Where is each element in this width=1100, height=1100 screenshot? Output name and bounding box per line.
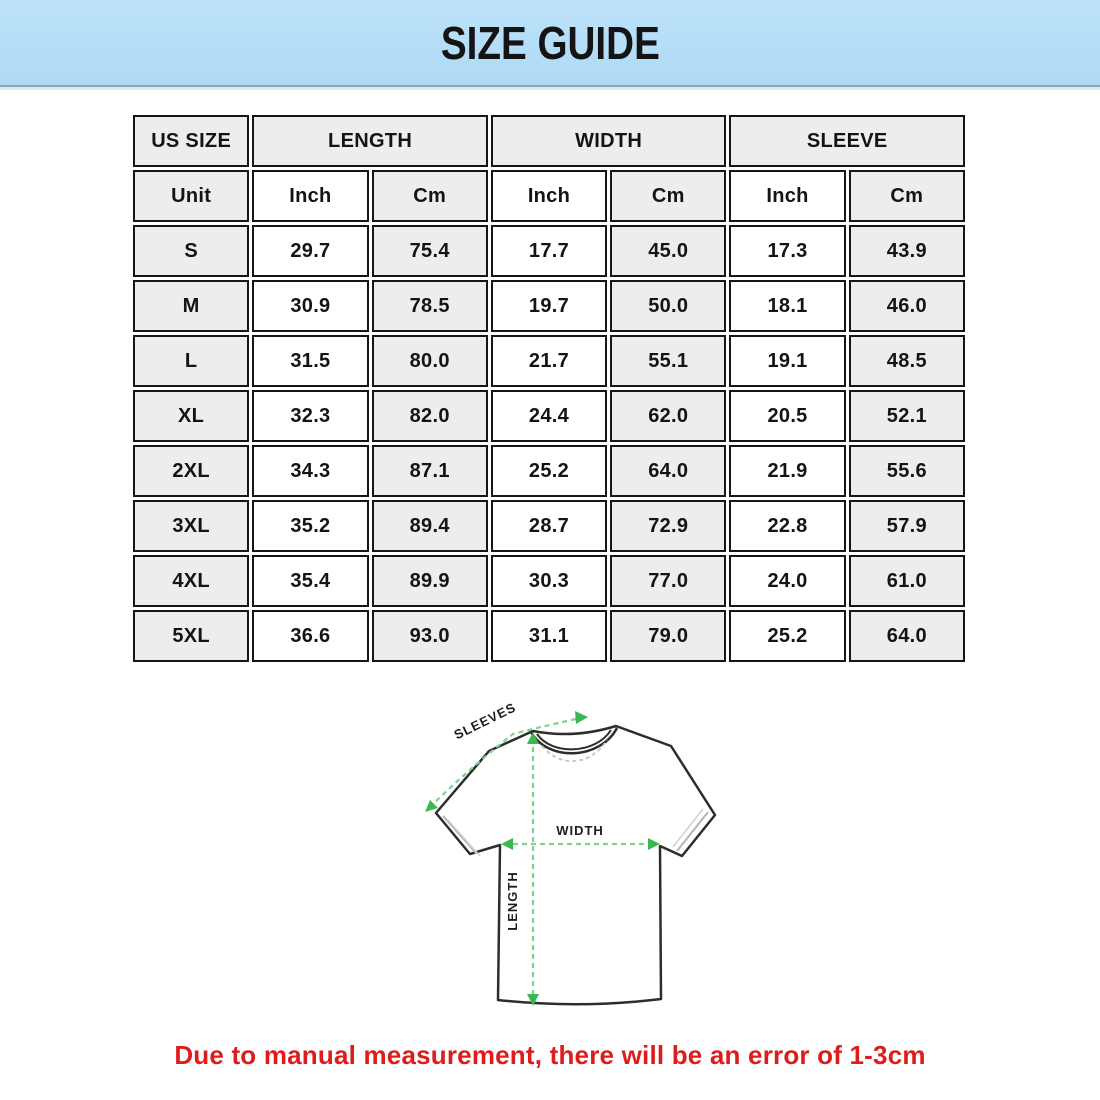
table-cell: 61.0 xyxy=(849,555,965,607)
table-row-3xl xyxy=(133,500,965,552)
table-cell: 18.1 xyxy=(729,280,845,332)
page-title: SIZE GUIDE xyxy=(440,16,660,69)
table-cell: 35.4 xyxy=(252,555,368,607)
table-row-2xl xyxy=(133,445,965,497)
table-cell: 78.5 xyxy=(372,280,488,332)
table-cell: 50.0 xyxy=(610,280,726,332)
tshirt-outline xyxy=(436,726,715,1004)
table-cell: 30.3 xyxy=(491,555,607,607)
table-cell: 77.0 xyxy=(610,555,726,607)
sleeves-label: SLEEVES xyxy=(451,699,519,743)
table-cell: 45.0 xyxy=(610,225,726,277)
sleeves-arrowhead-top xyxy=(575,711,588,724)
table-row-xl xyxy=(133,390,965,442)
table-row-s xyxy=(133,225,965,277)
table-cell: 52.1 xyxy=(849,390,965,442)
table-cell: 29.7 xyxy=(252,225,368,277)
size-label: 4XL xyxy=(133,555,249,607)
table-cell: 35.2 xyxy=(252,500,368,552)
length-cm-header: Cm xyxy=(372,170,488,222)
table-cell: 19.1 xyxy=(729,335,845,387)
table-cell: 79.0 xyxy=(610,610,726,662)
col-header-width: WIDTH xyxy=(491,115,727,167)
banner xyxy=(0,0,1100,87)
table-row-5xl xyxy=(133,610,965,662)
table-cell: 36.6 xyxy=(252,610,368,662)
measurement-note: Due to manual measurement, there will be an error of 1-3cm xyxy=(174,1040,926,1070)
table-cell: 43.9 xyxy=(849,225,965,277)
table-cell: 80.0 xyxy=(372,335,488,387)
width-label: WIDTH xyxy=(556,823,604,838)
table-cell: 57.9 xyxy=(849,500,965,552)
length-inch-header: Inch xyxy=(252,170,368,222)
length-label: LENGTH xyxy=(505,871,520,931)
table-cell: 82.0 xyxy=(372,390,488,442)
size-label: M xyxy=(133,280,249,332)
table-cell: 62.0 xyxy=(610,390,726,442)
table-cell: 24.4 xyxy=(491,390,607,442)
table-cell: 21.9 xyxy=(729,445,845,497)
table-cell: 21.7 xyxy=(491,335,607,387)
table-cell: 28.7 xyxy=(491,500,607,552)
table-cell: 25.2 xyxy=(729,610,845,662)
unit-header: Unit xyxy=(133,170,249,222)
size-label: 2XL xyxy=(133,445,249,497)
sleeve-cm-header: Cm xyxy=(849,170,965,222)
table-row-l xyxy=(133,335,965,387)
table-cell: 30.9 xyxy=(252,280,368,332)
table-cell: 31.1 xyxy=(491,610,607,662)
table-cell: 87.1 xyxy=(372,445,488,497)
table-unit-row xyxy=(133,170,965,222)
table-cell: 24.0 xyxy=(729,555,845,607)
size-label: 3XL xyxy=(133,500,249,552)
table-cell: 55.6 xyxy=(849,445,965,497)
table-row-m xyxy=(133,280,965,332)
table-cell: 17.7 xyxy=(491,225,607,277)
table-cell: 31.5 xyxy=(252,335,368,387)
col-header-length: LENGTH xyxy=(252,115,488,167)
table-cell: 19.7 xyxy=(491,280,607,332)
table-cell: 55.1 xyxy=(610,335,726,387)
width-inch-header: Inch xyxy=(491,170,607,222)
table-cell: 32.3 xyxy=(252,390,368,442)
tshirt-measure-diagram xyxy=(390,688,790,1040)
table-cell: 34.3 xyxy=(252,445,368,497)
table-cell: 22.8 xyxy=(729,500,845,552)
col-header-sleeve: SLEEVE xyxy=(729,115,965,167)
table-cell: 93.0 xyxy=(372,610,488,662)
table-cell: 75.4 xyxy=(372,225,488,277)
size-label: 5XL xyxy=(133,610,249,662)
table-cell: 64.0 xyxy=(610,445,726,497)
table-cell: 46.0 xyxy=(849,280,965,332)
size-label: S xyxy=(133,225,249,277)
table-cell: 72.9 xyxy=(610,500,726,552)
size-label: L xyxy=(133,335,249,387)
width-cm-header: Cm xyxy=(610,170,726,222)
table-row-4xl xyxy=(133,555,965,607)
table-cell: 20.5 xyxy=(729,390,845,442)
table-cell: 25.2 xyxy=(491,445,607,497)
sleeve-inch-header: Inch xyxy=(729,170,845,222)
table-cell: 89.4 xyxy=(372,500,488,552)
sleeves-arrowhead-bottom xyxy=(425,800,438,812)
table-cell: 64.0 xyxy=(849,610,965,662)
table-cell: 17.3 xyxy=(729,225,845,277)
table-group-header-row xyxy=(133,115,965,167)
size-table xyxy=(130,112,968,665)
table-cell: 48.5 xyxy=(849,335,965,387)
size-label: XL xyxy=(133,390,249,442)
table-cell: 89.9 xyxy=(372,555,488,607)
col-header-us-size: US SIZE xyxy=(133,115,249,167)
